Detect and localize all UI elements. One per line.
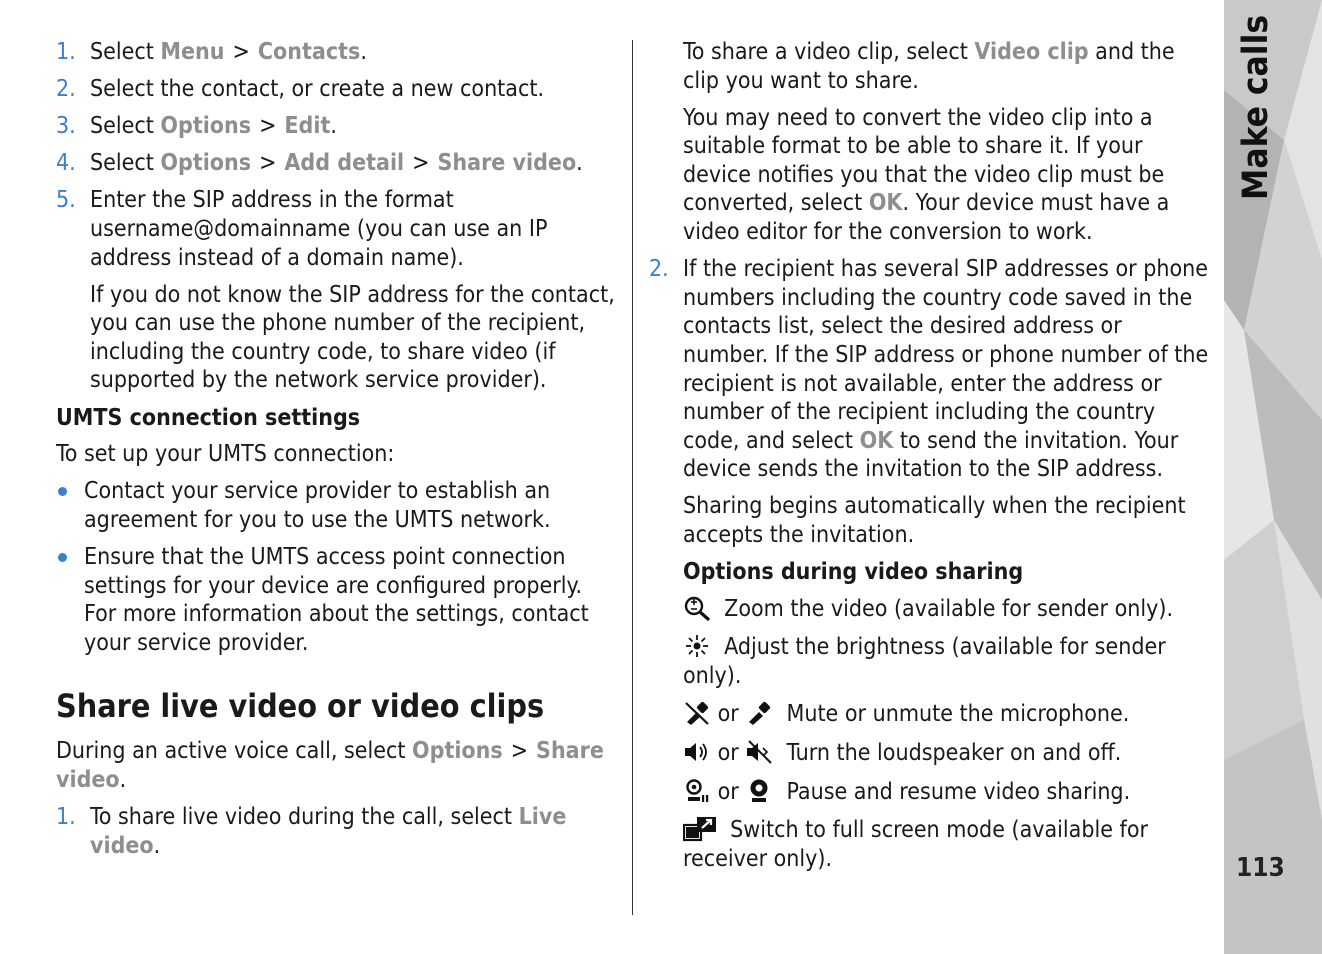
separator: > <box>259 113 277 140</box>
ui-share-video: Share video <box>56 738 604 793</box>
step-5 <box>56 186 618 395</box>
ui-options: Options <box>412 738 503 765</box>
step-note: If you do not know the SIP address for the contact, you can use the phone number of the recipient, including the country code, to share video (if supported by the network service provider). <box>90 281 615 394</box>
ui-edit: Edit <box>284 113 331 140</box>
right-column <box>649 38 1213 883</box>
intro-text: During an active voice call, select <box>56 738 413 765</box>
clip-text: To share a video clip, select <box>683 39 975 65</box>
step-text: To share live video during the call, select <box>90 803 519 830</box>
step-number: 3. <box>56 113 76 140</box>
clip-text: and the clip you want to share. <box>683 39 1175 94</box>
share-step-1 <box>56 803 618 860</box>
punct: . <box>360 39 367 65</box>
step-text: Enter the SIP address in the format username@domainname (you can use an IP address instead of a domain name). <box>90 187 548 271</box>
share-steps <box>56 803 618 860</box>
pause-video-icon <box>683 778 711 804</box>
auto-paragraph: Sharing begins automatically when the recipient accepts the invitation. <box>683 493 1186 548</box>
section-title: Make calls <box>1236 14 1276 200</box>
page-number: 113 <box>1236 853 1285 883</box>
ui-add-detail: Add detail <box>284 150 405 177</box>
option-zoom <box>683 595 1213 624</box>
step-text: Select <box>90 113 161 140</box>
umts-heading: UMTS connection settings <box>56 404 361 431</box>
step-number: 2. <box>56 76 76 103</box>
option-pause <box>683 778 1213 807</box>
option-text: Turn the loudspeaker on and off. <box>786 740 1122 767</box>
separator: > <box>259 150 277 177</box>
option-fullscreen <box>683 816 1213 873</box>
step-text: to send the invitation. Your device sends the invitation to the SIP address. <box>683 427 1179 483</box>
option-speaker <box>683 739 1213 768</box>
separator: > <box>232 39 250 65</box>
option-brightness <box>683 633 1213 690</box>
or-text: or <box>717 701 739 728</box>
speaker-off-icon <box>745 739 773 765</box>
fullscreen-icon <box>683 816 717 842</box>
mic-mute-icon <box>683 700 711 726</box>
separator: > <box>412 150 430 177</box>
punct: . <box>330 113 337 140</box>
step-4 <box>56 149 618 178</box>
step-2 <box>649 255 1213 484</box>
step-2 <box>56 75 618 104</box>
ui-options: Options <box>160 150 252 177</box>
bullet-item <box>56 477 618 534</box>
mic-unmute-icon <box>745 700 773 726</box>
convert-paragraph <box>683 104 1213 247</box>
ui-ok: OK <box>859 427 894 454</box>
step-text: If the recipient has several SIP addresses or phone numbers including the country code saved in the contacts list, select the desired address or number. If the SIP address or phone number of the recipient is not available, enter the address or number of the recipient including the country code, and select <box>683 256 1209 454</box>
options-heading: Options during video sharing <box>683 559 1024 586</box>
umts-intro: To set up your UMTS connection: <box>56 441 395 468</box>
step-text: Select the contact, or create a new contact. <box>90 76 545 103</box>
ui-contacts: Contacts <box>257 39 361 65</box>
zoom-icon <box>683 595 711 621</box>
step-text: Select <box>90 39 161 65</box>
bullet-icon <box>58 553 67 562</box>
step-number: 2. <box>649 256 669 283</box>
contact-steps <box>56 38 618 395</box>
option-text: Adjust the brightness (available for sender only). <box>683 634 1166 689</box>
convert-text: You may need to convert the video clip into a suitable format to be able to share it. If your device notifies you that the video clip must be converted, select <box>683 104 1165 217</box>
punct: . <box>153 832 161 859</box>
bullet-text: Ensure that the UMTS access point connection settings for your device are configured properly. For more information about the settings, contact your service provider. <box>84 543 589 656</box>
ui-video-clip: Video clip <box>974 39 1089 65</box>
or-text: or <box>717 778 739 805</box>
ui-menu: Menu <box>160 39 225 65</box>
bullet-icon <box>58 487 67 496</box>
resume-video-icon <box>745 778 773 804</box>
step-number: 4. <box>56 150 76 177</box>
recipient-steps <box>649 255 1213 484</box>
brightness-icon <box>683 633 711 659</box>
column-divider <box>632 40 633 915</box>
punct: . <box>119 766 127 793</box>
step-number: 5. <box>56 187 76 214</box>
share-intro <box>56 737 618 794</box>
punct: . <box>576 150 583 177</box>
share-heading: Share live video or video clips <box>56 687 545 726</box>
umts-bullets <box>56 477 618 657</box>
clip-paragraph <box>683 38 1213 95</box>
ui-share-video: Share video <box>437 150 577 177</box>
option-text: Switch to full screen mode (available for receiver only). <box>683 817 1148 872</box>
ui-live-video: Live video <box>90 803 567 859</box>
option-text: Mute or unmute the microphone. <box>786 701 1130 728</box>
or-text: or <box>717 740 739 767</box>
step-number: 1. <box>56 39 76 65</box>
bullet-item <box>56 543 618 657</box>
left-column <box>56 38 618 869</box>
step-text: Select <box>90 150 161 177</box>
ui-options: Options <box>160 113 252 140</box>
convert-text: . Your device must have a video editor for the conversion to work. <box>683 190 1170 246</box>
option-text: Pause and resume video sharing. <box>786 778 1131 805</box>
bullet-text: Contact your service provider to establish an agreement for you to use the UMTS network. <box>84 478 551 533</box>
speaker-on-icon <box>683 739 711 765</box>
option-text: Zoom the video (available for sender only). <box>724 595 1174 622</box>
separator: > <box>510 738 529 765</box>
step-1 <box>56 38 618 67</box>
ui-ok: OK <box>868 190 903 217</box>
option-mute <box>683 700 1213 729</box>
step-3 <box>56 112 618 141</box>
step-number: 1. <box>56 803 76 830</box>
